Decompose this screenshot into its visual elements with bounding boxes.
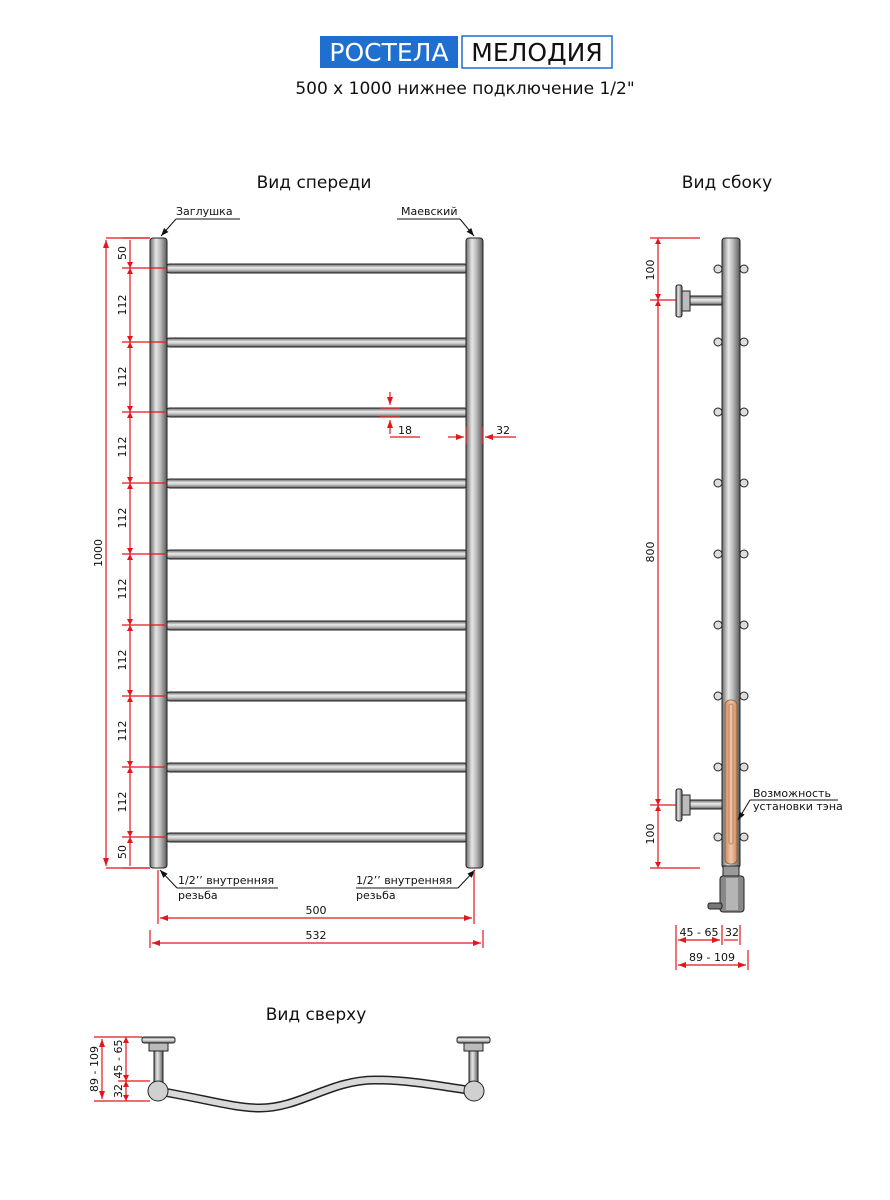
- rung: [165, 692, 469, 701]
- dim-rung-diameter: 18: [398, 424, 412, 437]
- heater-note-line2: установки тэна: [753, 800, 843, 813]
- right-upright: [466, 238, 483, 868]
- top-right-bracket: [457, 1037, 490, 1085]
- rung: [165, 264, 469, 273]
- dim-step: 112: [116, 649, 129, 671]
- thread-left-line1: 1/2’’ внутренняя: [178, 874, 275, 887]
- dim-bottom-offset: 50: [116, 845, 129, 859]
- dim-side-pipe: 32: [725, 926, 739, 939]
- dim-step: 112: [116, 507, 129, 529]
- heater-note-line1: Возможность: [753, 787, 831, 800]
- dim-pipe-diameter: 32: [496, 424, 510, 437]
- front-view: [92, 173, 516, 948]
- dim-side-total: 89 - 109: [689, 951, 735, 964]
- dim-step: 112: [116, 366, 129, 388]
- dim-side-offset: 45 - 65: [679, 926, 719, 939]
- dim-top-pipe: 32: [112, 1084, 125, 1098]
- rung: [165, 621, 469, 630]
- dim-step: 112: [116, 294, 129, 316]
- thread-left-line2: резьба: [178, 889, 218, 902]
- side-view: [644, 173, 843, 970]
- heater-element: [725, 700, 737, 864]
- rung: [165, 408, 469, 417]
- dim-step: 112: [116, 578, 129, 600]
- left-upright: [150, 238, 167, 868]
- dim-total-width: 532: [305, 929, 327, 942]
- top-bracket: [676, 285, 722, 317]
- right-pipe-section: [464, 1081, 484, 1101]
- dim-side-top: 100: [644, 259, 657, 281]
- subtitle: 500 х 1000 нижнее подключение 1/2": [295, 79, 635, 99]
- plug-label: Заглушка: [176, 205, 233, 218]
- dim-step: 112: [116, 436, 129, 458]
- dim-side-middle: 800: [644, 541, 657, 563]
- top-view: [88, 1005, 490, 1108]
- top-view-title: Вид сверху: [265, 1005, 367, 1025]
- dim-top-offset: 50: [116, 246, 129, 260]
- dim-top-total: 89 - 109: [88, 1046, 101, 1092]
- rung: [165, 479, 469, 488]
- dim-step: 112: [116, 720, 129, 742]
- mayevsky-label: Маевский: [401, 205, 458, 218]
- model-name: МЕЛОДИЯ: [471, 38, 603, 67]
- dim-top-offset: 45 - 65: [112, 1039, 125, 1079]
- left-pipe-section: [148, 1081, 168, 1101]
- dim-side-bottom: 100: [644, 823, 657, 845]
- rung: [165, 833, 469, 842]
- brand-name: РОСТЕЛА: [329, 38, 449, 67]
- rung: [165, 763, 469, 772]
- header: [295, 36, 634, 99]
- top-left-bracket: [142, 1037, 175, 1085]
- rungs: [165, 264, 469, 842]
- rung: [165, 550, 469, 559]
- dim-total-height: 1000: [92, 539, 105, 567]
- rung: [165, 338, 469, 347]
- thread-right-line2: резьба: [356, 889, 396, 902]
- dim-step: 112: [116, 791, 129, 813]
- dim-axis-width: 500: [305, 904, 327, 917]
- bottom-bracket: [676, 789, 722, 821]
- heater-body: [723, 866, 739, 876]
- thread-right-line1: 1/2’’ внутренняя: [356, 874, 453, 887]
- side-view-title: Вид сбоку: [681, 173, 773, 193]
- front-view-title: Вид спереди: [256, 173, 372, 193]
